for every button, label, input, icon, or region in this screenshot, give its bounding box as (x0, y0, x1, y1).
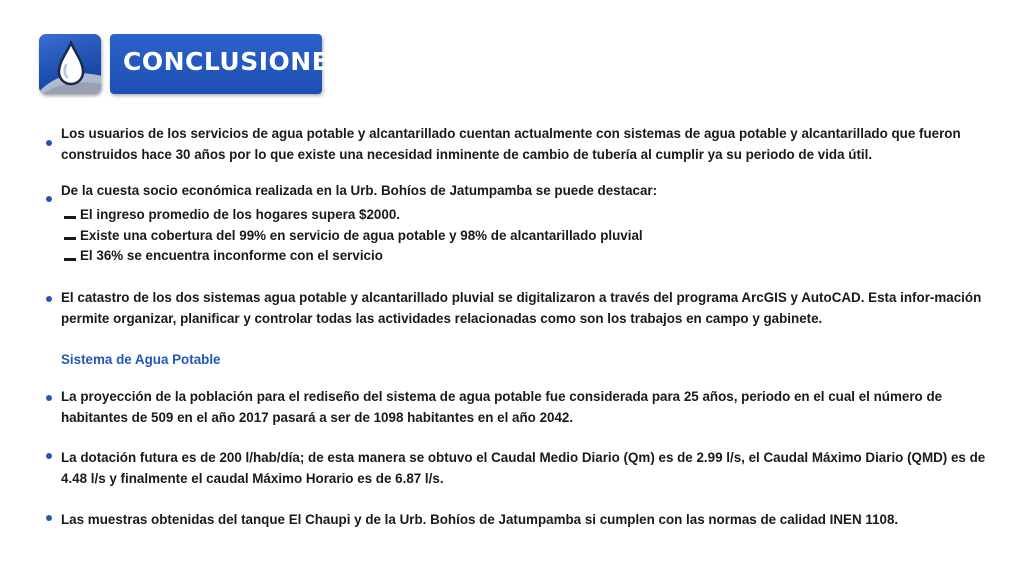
bullet-icon (46, 296, 52, 302)
dash-icon (64, 258, 76, 261)
bullet-icon (46, 196, 52, 202)
conclusion-water-demand: La dotación futura es de 200 l/hab/día; de esta manera se obtuvo el Caudal Medio Diario (Qm) es de 2.99 l/s, el Caudal Máximo Diario (QMD) es de 4.48 l/s y finalmente el caudal Máximo Horario es de 6.87 l/s. (61, 450, 1001, 486)
list-item: Existe una cobertura del 99% en servicio de agua potable y 98% de alcantarillado pluvial (80, 228, 643, 243)
conclusion-population-projection: La proyección de la población para el rediseño del sistema de agua potable fue considerada para 25 años, periodo en el cual el número de habitantes de 509 en el año 2017 pasará a ser de 1098 habitantes en el año 2042. (61, 389, 943, 425)
conclusion-water-quality: Las muestras obtenidas del tanque El Chaupi y de la Urb. Bohíos de Jatumpamba si cumplen con las normas de calidad INEN 1108. (61, 512, 899, 527)
bullet-icon (46, 140, 52, 146)
conclusion-socioeconomic-survey: De la cuesta socio económica realizada en la Urb. Bohíos de Jatumpamba se puede destacar: (61, 183, 658, 198)
section-heading: Sistema de Agua Potable (61, 352, 221, 367)
list-item: El 36% se encuentra inconforme con el servicio (80, 248, 383, 263)
bullet-icon (46, 395, 52, 401)
conclusion-cadastre: El catastro de los dos sistemas agua potable y alcantarillado pluvial se digitalizaron a través del programa ArcGIS y AutoCAD. Esta infor-mación permite organizar, planificar y controlar todas las actividades relacionadas como son los trabajos en campo y gabinete. (61, 290, 982, 326)
dash-icon (64, 237, 76, 240)
dash-icon (64, 216, 76, 219)
bullet-icon (46, 515, 52, 521)
page-title: CONCLUSIONES (123, 47, 348, 76)
list-item: El ingreso promedio de los hogares supera $2000. (80, 207, 400, 222)
bullet-icon (46, 453, 52, 459)
conclusion-infrastructure-age: Los usuarios de los servicios de agua potable y alcantarillado cuentan actualmente con sistemas de agua potable y alcantarillado que fueron construidos hace 30 años por lo que existe una necesidad inminente de cambio de tubería al cumplir ya su periodo de vida útil. (61, 126, 961, 162)
